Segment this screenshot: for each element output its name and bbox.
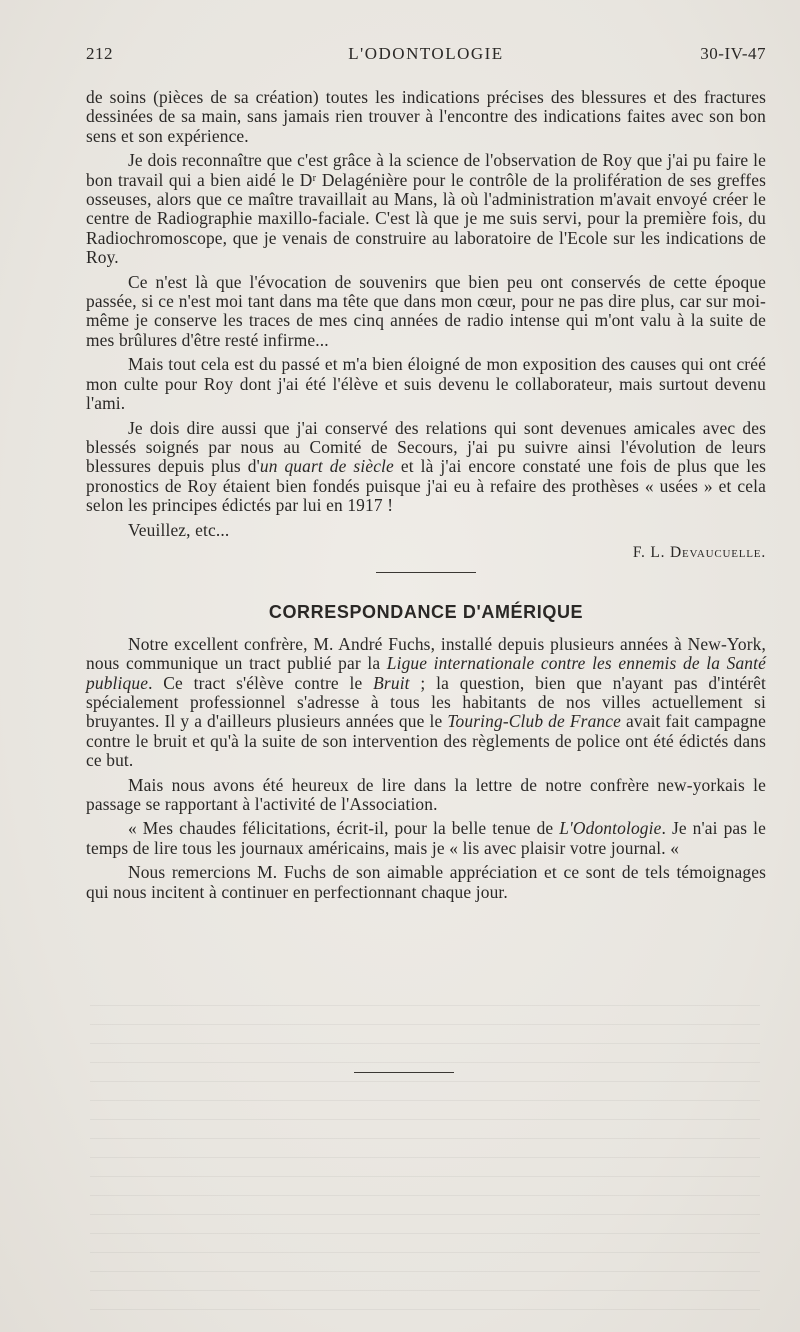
letter-paragraph: de soins (pièces de sa création) toutes les indications précises des blessures et des fractures dessinées de sa main, sans jamais rien trouver à l'encontre des indications faites avec son bon sens et son expérience.: [86, 87, 766, 146]
italic-run: L'Odontologie: [559, 818, 662, 839]
signature: [86, 543, 766, 562]
section-paragraph: Mais nous avons été heureux de lire dans la lettre de notre confrère new-yorkais le passage se rapportant à l'activité de l'Association.: [86, 774, 766, 814]
page-number: 212: [86, 44, 113, 63]
italic-run: Ligue internationale contre les ennemis de la Santé publique: [86, 653, 766, 693]
letter-closing: Veuillez, etc...: [128, 519, 230, 540]
text-run: . Je n'ai pas le temps de lire tous les journaux américains, mais je « lis avec plaisir votre journal. «: [86, 818, 766, 858]
letter-paragraph: Je dois reconnaître que c'est grâce à la science de l'observation de Roy que j'ai pu faire le bon travail qui a bien aidé le Dʳ Delagénière pour le contrôle de la prolifération de ses greffes osseuses, alors que ce maître travaillait au Mans, là où l'administration m'avait envoyé créer le centre de Radiographie maxillo-faciale. C'est là que je me suis servi, pour la première fois, du Radiochromoscope, que je venais de construire au laboratoire de l'Ecole sur les indications de Roy.: [86, 150, 766, 268]
quote-paragraph: [86, 819, 766, 858]
text-run: avait fait campagne contre le bruit et qu'à la suite de son intervention des règlements de police ont été édictés dans ce but.: [86, 711, 766, 771]
letter-paragraph: [86, 419, 766, 516]
section-paragraph: Nous remercions M. Fuchs de son aimable appréciation et ce sont de tels témoignages qui nous incitent à continuer en perfectionnant chaque jour.: [86, 862, 766, 902]
letter-paragraph: Mais tout cela est du passé et m'a bien éloigné de mon exposition des causes qui ont créé mon culte pour Roy dont j'ai été l'élève et suis devenu le collaborateur, mais surtout devenu l'ami.: [86, 354, 766, 414]
text-run: et là j'ai encore constaté une fois de plus que les pronostics de Roy étaient bien fondés puisque j'ai eu à refaire des prothèses « usées » et cela selon les principes édictés par lui en 1917 !: [86, 456, 767, 516]
end-divider: [354, 1072, 454, 1073]
running-header: [86, 44, 766, 68]
letter-paragraph: Ce n'est là que l'évocation de souvenirs que bien peu ont conservés de cette époque passée, si ce n'est moi tant dans ma tête que dans mon cœur, pour ne pas dire plus, car sur moi-même je conserve les traces de mes cinq années de radio intense qui m'ont valu à la suite de mes brûlures d'être resté infirme...: [86, 271, 766, 350]
section-title: CORRESPONDANCE D'AMÉRIQUE: [268, 602, 584, 623]
text-run: . Ce tract s'élève contre le: [148, 672, 374, 693]
italic-run: un quart de siècle: [259, 456, 394, 477]
text-run: Notre excellent confrère, M. André Fuchs, installé depuis plusieurs années à New-York, nous communique un tract publié par la: [86, 633, 766, 674]
signature-name: Devaucuelle.: [670, 543, 766, 561]
italic-run: Bruit: [373, 672, 410, 693]
text-run: ; la question, bien que n'ayant pas d'intérêt spécialement professionnel s'adresse à tous les habitants de nos villes actuellement si bruyantes. Il y a d'ailleurs plusieurs années que le: [86, 672, 766, 732]
italic-run: Touring-Club de France: [447, 711, 621, 732]
section-divider: [376, 572, 476, 573]
section-paragraph: [86, 635, 766, 771]
show-through-texture: [90, 990, 760, 1310]
issue-date: 30-IV-47: [700, 44, 766, 63]
journal-title: L'ODONTOLOGIE: [348, 44, 504, 63]
text-run: « Mes chaudes félicitations, écrit-il, pour la belle tenue de: [128, 818, 560, 839]
text-run: Je dois dire aussi que j'ai conservé des relations qui sont devenues amicales avec des blessés soignés par nous au Comité de Secours, j'ai pu suivre ainsi l'évolution de leurs blessures depuis plus d': [86, 417, 766, 477]
article-body: [86, 88, 766, 907]
signature-initials: F. L.: [632, 543, 671, 561]
